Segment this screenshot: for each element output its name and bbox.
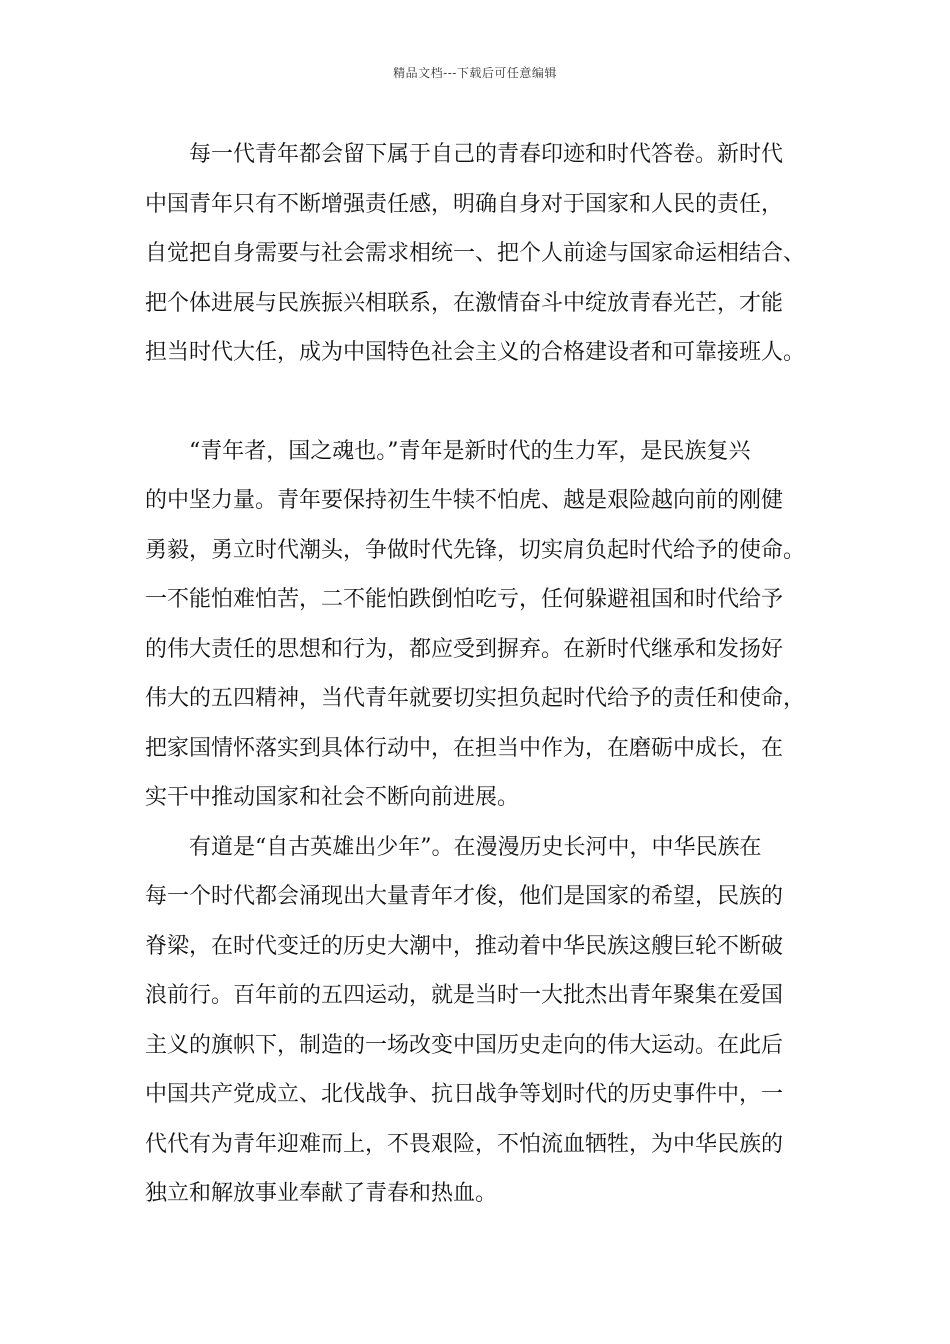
paragraph-line: 代代有为青年迎难而上，不畏艰险，不怕流血牺牲，为中华民族的 xyxy=(145,1131,784,1157)
paragraph-line: 把家国情怀落实到具体行动中，在担当中作为，在磨砺中成长，在 xyxy=(145,735,784,761)
paragraph-line: 每一代青年都会留下属于自己的青春印迹和时代答卷。新时代 xyxy=(189,142,784,167)
paragraph-line: 脊梁，在时代变迁的历史大潮中，推动着中华民族这艘巨轮不断破 xyxy=(145,933,784,959)
paragraph-line: 浪前行。百年前的五四运动，就是当时一大批杰出青年聚集在爱国 xyxy=(145,983,784,1008)
paragraph-line: 自觉把自身需要与社会需求相统一、把个人前途与国家命运相结合、 xyxy=(145,241,806,266)
paragraph-line: 中国共产党成立、北伐战争、抗日战争等划时代的历史事件中，一 xyxy=(145,1082,784,1107)
paragraph-line: 实干中推动国家和社会不断向前进展。 xyxy=(145,785,520,810)
paragraph-line: 把个体进展与民族振兴相联系，在激情奋斗中绽放青春光芒，才能 xyxy=(145,290,784,316)
paragraph-line: 中国青年只有不断增强责任感，明确自身对于国家和人民的责任， xyxy=(145,191,784,217)
paragraph-line: 担当时代大任，成为中国特色社会主义的合格建设者和可靠接班人。 xyxy=(145,340,806,365)
paragraph-line: 的中坚力量。青年要保持初生牛犊不怕虎、越是艰险越向前的刚健 xyxy=(145,488,784,513)
paragraph-line: 每一个时代都会涌现出大量青年才俊，他们是国家的希望，民族的 xyxy=(145,884,784,909)
paragraph-line: 一不能怕难怕苦，二不能怕跌倒怕吃亏，任何躲避祖国和时代给予 xyxy=(145,587,784,612)
paragraph-3 xyxy=(145,823,825,1219)
paragraph-spacer xyxy=(145,378,825,427)
paragraph-line: 勇毅，勇立时代潮头，争做时代先锋，切实肩负起时代给予的使命。 xyxy=(145,537,806,563)
page-header: 精品文档---下载后可任意编辑 xyxy=(393,66,557,80)
paragraph-line: 的伟大责任的思想和行为，都应受到摒弃。在新时代继承和发扬好 xyxy=(145,636,784,662)
paragraph-line: 有道是“自古英雄出少年”。在漫漫历史长河中，中华民族在 xyxy=(189,834,762,860)
paragraph-line: 伟大的五四精神，当代青年就要切实担负起时代给予的责任和使命， xyxy=(145,686,806,711)
paragraph-line: 主义的旗帜下，制造的一场改变中国历史走向的伟大运动。在此后 xyxy=(145,1032,784,1058)
document-body xyxy=(145,130,825,1219)
paragraph-1 xyxy=(145,130,825,378)
paragraph-line: 独立和解放事业奉献了青春和热血。 xyxy=(145,1181,498,1206)
paragraph-2 xyxy=(145,427,825,823)
paragraph-line: “青年者，国之魂也。”青年是新时代的生力军，是民族复兴 xyxy=(189,438,751,464)
